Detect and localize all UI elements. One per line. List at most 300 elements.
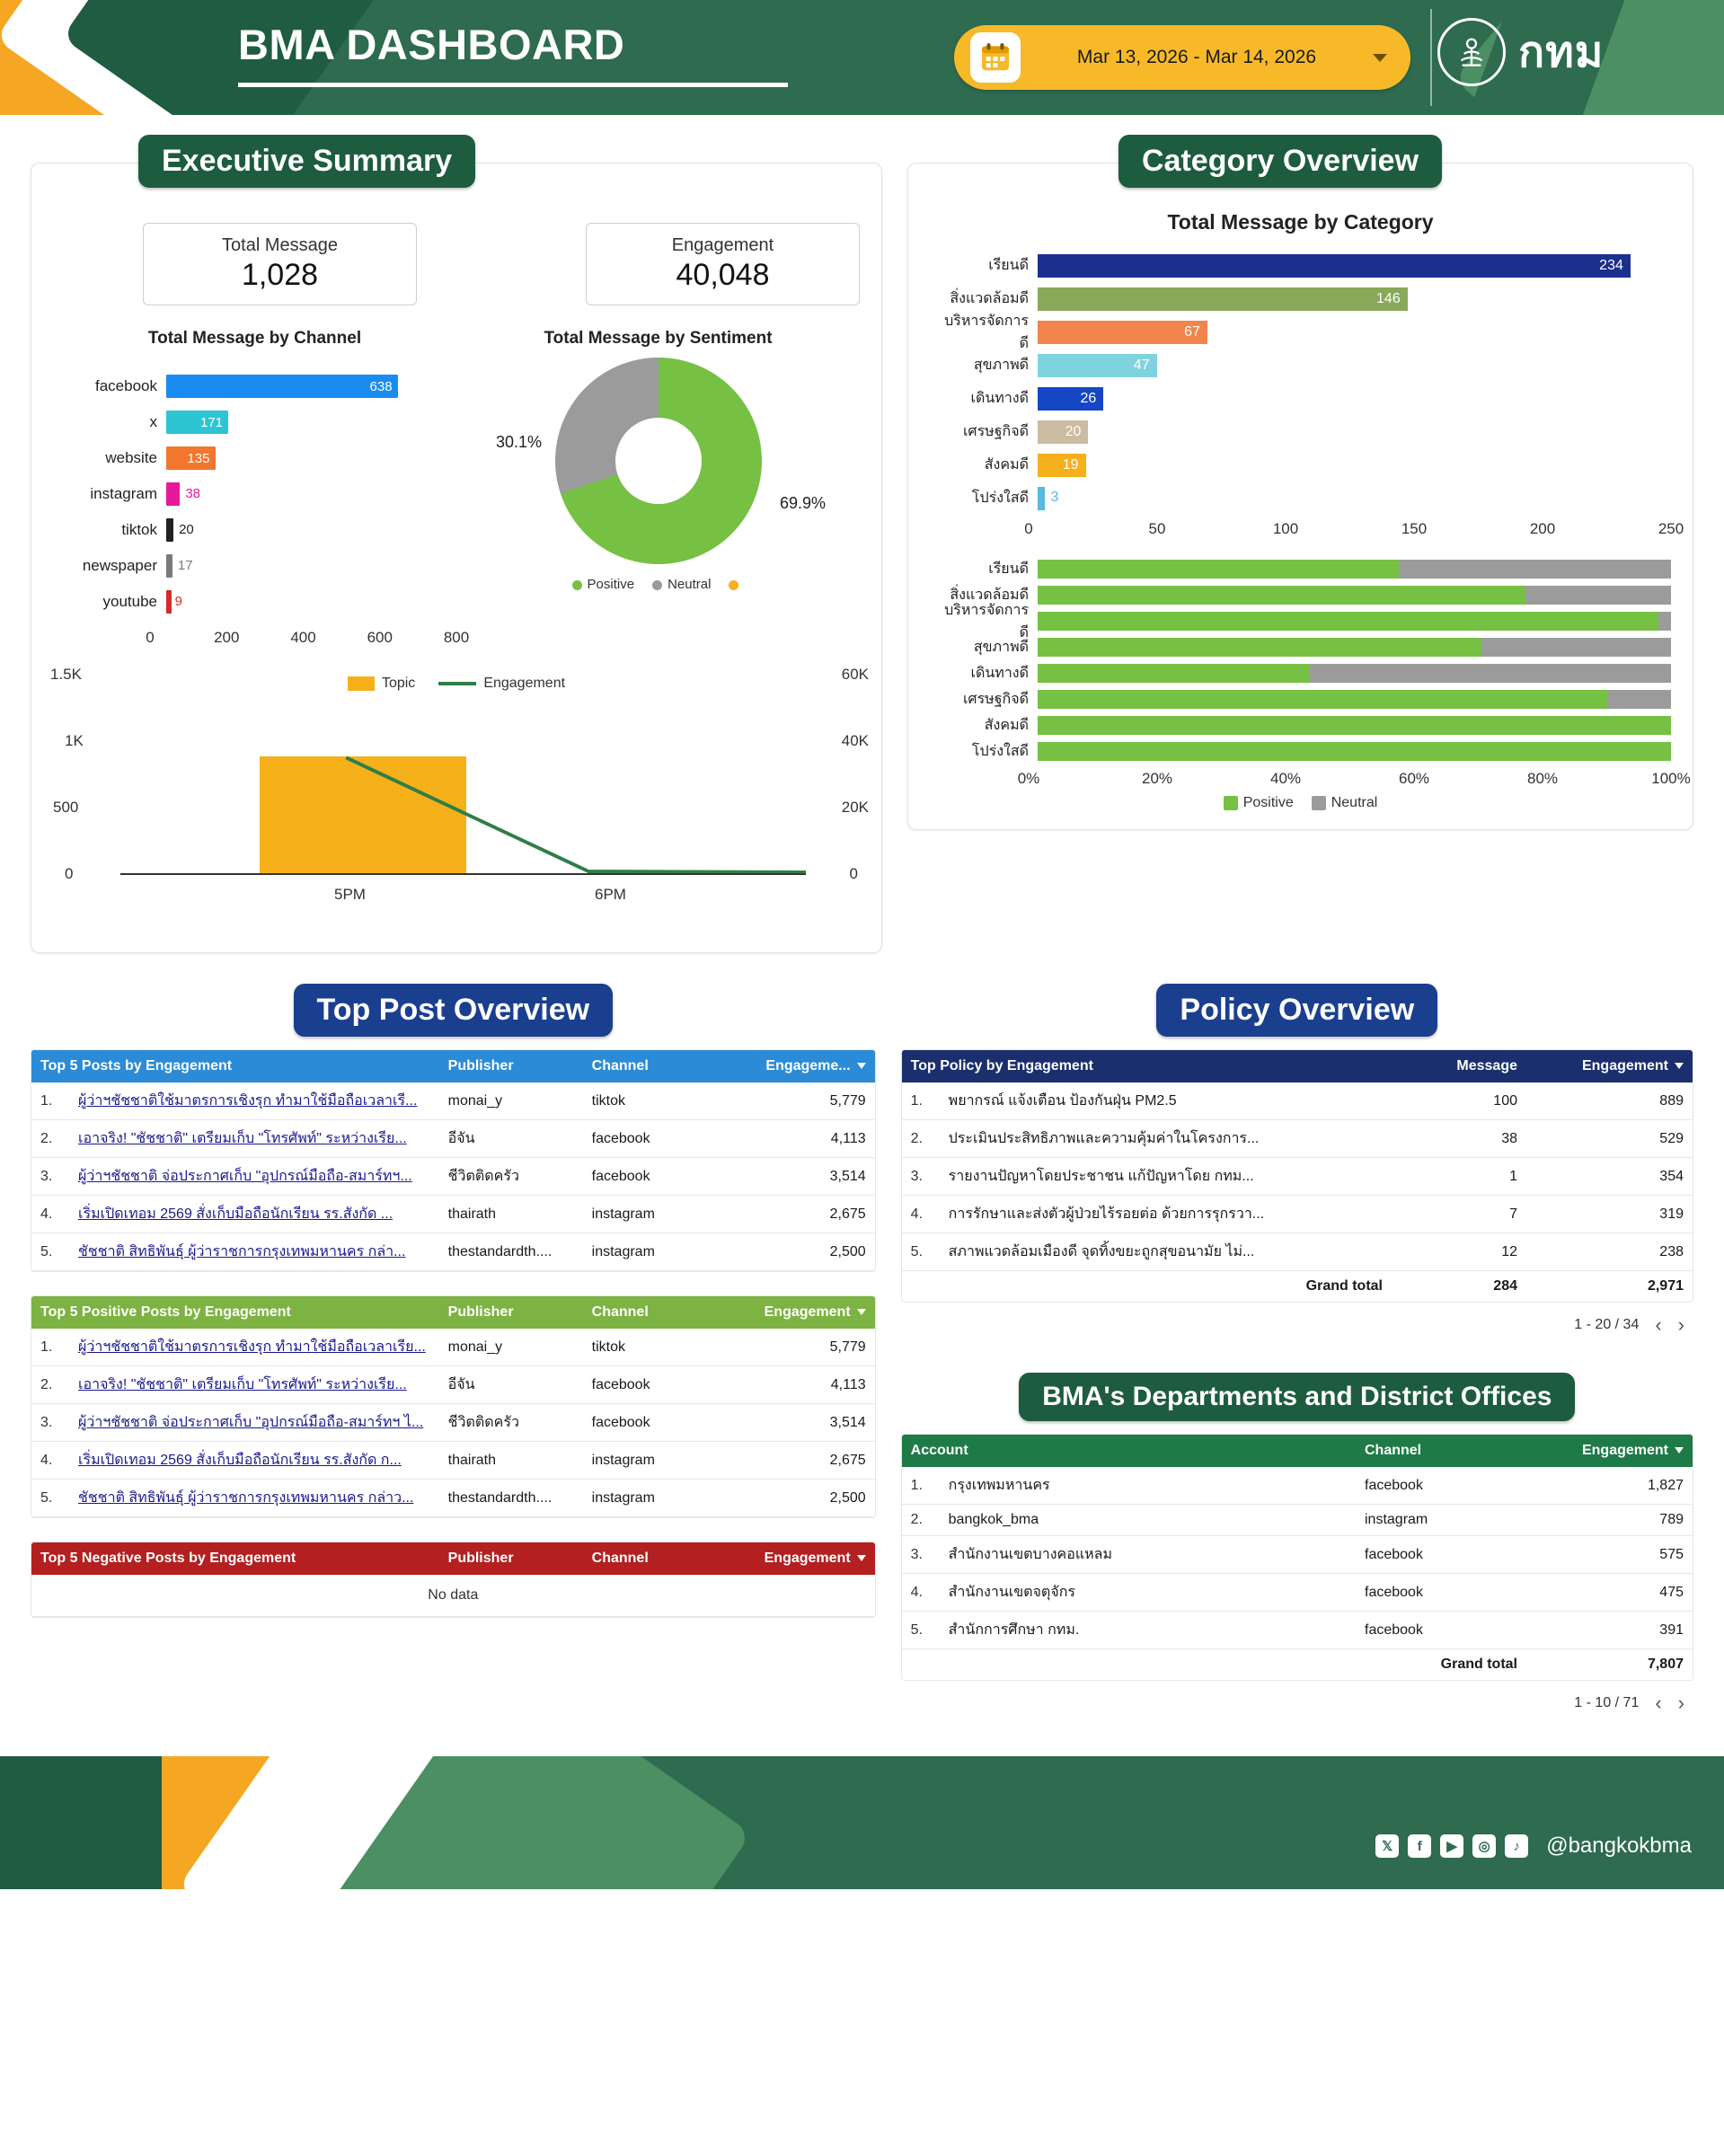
row-index: 2. bbox=[902, 1120, 940, 1158]
channel-bar bbox=[166, 518, 173, 542]
post-link[interactable]: ผู้ว่าฯชัชชาติ จ่อประกาศเก็บ "อุปกรณ์มือถือ-สมาร์ทฯ ไ... bbox=[78, 1415, 424, 1430]
channel-label: facebook bbox=[95, 377, 157, 394]
channel-bar-track bbox=[166, 482, 456, 506]
table-row[interactable] bbox=[31, 1442, 875, 1480]
policy-overview-header bbox=[901, 984, 1693, 1037]
publisher-cell: thestandardth.... bbox=[439, 1233, 583, 1271]
facebook-icon[interactable]: f bbox=[1408, 1834, 1431, 1858]
row-index: 1. bbox=[31, 1329, 69, 1366]
legend-negative bbox=[729, 577, 744, 592]
kpi-value: 1,028 bbox=[241, 258, 319, 292]
top-posts-table bbox=[31, 1049, 876, 1272]
policy-cell: รายงานปัญหาโดยประชาชน แก้ปัญหาโดย กทม... bbox=[940, 1158, 1392, 1196]
channel-label: instagram bbox=[90, 485, 157, 502]
footer-decor-darkgreen bbox=[0, 1756, 162, 1889]
header-divider bbox=[1430, 9, 1432, 106]
combo-right-tick-1: 20K bbox=[841, 799, 869, 816]
grand-total-engagement: 2,971 bbox=[1647, 1278, 1684, 1294]
policy-cell: ประเมินประสิทธิภาพและความคุ้มค่าในโครงการ... bbox=[940, 1120, 1392, 1158]
publisher-cell: thairath bbox=[439, 1442, 583, 1480]
category-label: โปร่งใสดี bbox=[971, 490, 1029, 506]
stacked-bar-track bbox=[1038, 612, 1671, 631]
stacked-axis-tick: 80% bbox=[1526, 770, 1559, 787]
category-bar: 26 bbox=[1038, 387, 1103, 411]
channel-bar: 171 bbox=[166, 411, 228, 434]
col-engagement[interactable]: Engagement bbox=[1526, 1050, 1693, 1082]
post-title-cell[interactable] bbox=[69, 1480, 439, 1517]
stacked-positive bbox=[1038, 690, 1608, 709]
sentiment-donut bbox=[456, 358, 860, 564]
channel-bar-track bbox=[166, 554, 456, 578]
channel-bar-value: 17 bbox=[177, 558, 193, 573]
next-page-icon[interactable]: › bbox=[1677, 1313, 1684, 1336]
col-account[interactable]: Account bbox=[902, 1435, 1356, 1467]
row-index: 3. bbox=[31, 1404, 69, 1442]
sort-caret-icon[interactable] bbox=[857, 1063, 866, 1069]
row-index: 4. bbox=[902, 1574, 940, 1612]
category-bar-track bbox=[1038, 321, 1671, 344]
engagement-cell: 2,675 bbox=[718, 1442, 875, 1480]
engagement-cell: 529 bbox=[1526, 1120, 1693, 1158]
post-link[interactable]: ผู้ว่าฯชัชชาติใช้มาตรการเชิงรุก ทำมาใช้มือถือเวลาเรีย... bbox=[78, 1339, 426, 1355]
top-post-overview-header bbox=[31, 984, 876, 1037]
category-bar-track bbox=[1038, 354, 1671, 377]
table-row[interactable] bbox=[31, 1120, 875, 1158]
stacked-positive bbox=[1038, 638, 1481, 657]
engagement-cell: 391 bbox=[1526, 1612, 1693, 1649]
category-bar-row bbox=[939, 448, 1671, 482]
stacked-x-axis bbox=[1017, 764, 1691, 791]
stacked-bar-row bbox=[939, 712, 1671, 738]
post-link[interactable]: เอาจริง! "ชัชชาติ" เตรียมเก็บ "โทรศัพท์" ระหว่างเรีย... bbox=[78, 1131, 407, 1146]
account-cell: bangkok_bma bbox=[940, 1505, 1356, 1536]
stacked-positive bbox=[1038, 716, 1671, 735]
stacked-bar-track bbox=[1038, 742, 1671, 761]
tiktok-icon[interactable]: ♪ bbox=[1505, 1834, 1528, 1858]
category-bar: 146 bbox=[1038, 287, 1408, 311]
stacked-bar-row bbox=[939, 582, 1671, 608]
stacked-bar-row bbox=[939, 634, 1671, 660]
table-row[interactable] bbox=[902, 1574, 1693, 1612]
category-bar-row bbox=[939, 482, 1671, 515]
stacked-neutral bbox=[1399, 560, 1671, 579]
engagement-cell: 2,500 bbox=[718, 1233, 875, 1271]
category-bar-row bbox=[939, 282, 1671, 315]
table-row[interactable] bbox=[31, 1480, 875, 1517]
engagement-cell: 354 bbox=[1526, 1158, 1693, 1196]
table-row[interactable] bbox=[902, 1158, 1693, 1196]
col-publisher[interactable]: Publisher bbox=[439, 1542, 583, 1575]
channel-bar-value: 20 bbox=[179, 522, 194, 537]
channel-label: newspaper bbox=[82, 557, 157, 574]
stacked-bar-track bbox=[1038, 586, 1671, 605]
departments-pager-text: 1 - 10 / 71 bbox=[1574, 1695, 1640, 1710]
chart-title: Total Message by Category bbox=[1167, 210, 1434, 234]
col-engagement[interactable]: Engagement bbox=[718, 1296, 875, 1329]
row-index: 5. bbox=[31, 1480, 69, 1517]
table-row[interactable] bbox=[31, 1158, 875, 1196]
channel-bar-track bbox=[166, 590, 456, 614]
publisher-cell: thestandardth.... bbox=[439, 1480, 583, 1517]
table-row[interactable] bbox=[31, 1366, 875, 1404]
channel-axis-tick: 400 bbox=[290, 629, 316, 646]
category-bar-track bbox=[1038, 487, 1671, 510]
channel-bar-value: 38 bbox=[185, 486, 201, 501]
row-index: 1. bbox=[902, 1467, 940, 1505]
prev-page-icon[interactable]: ‹ bbox=[1655, 1692, 1662, 1714]
channel-cell: facebook bbox=[1356, 1612, 1526, 1649]
publisher-cell: ชีวิตติดครัว bbox=[439, 1404, 583, 1442]
table-row[interactable] bbox=[31, 1082, 875, 1120]
table-row[interactable] bbox=[902, 1196, 1693, 1233]
chart-topic-engagement-timeline bbox=[50, 666, 869, 936]
channel-axis-tick: 0 bbox=[146, 629, 155, 646]
channel-label: youtube bbox=[102, 593, 157, 610]
stacked-bar-track bbox=[1038, 664, 1671, 683]
page-header bbox=[0, 0, 1724, 115]
stacked-axis-tick: 0% bbox=[1017, 770, 1040, 787]
col-top-policy[interactable]: Top Policy by Engagement bbox=[902, 1050, 1392, 1082]
category-bar-value: 3 bbox=[1050, 489, 1059, 505]
post-title-cell[interactable] bbox=[69, 1404, 439, 1442]
post-link[interactable]: เริ่มเปิดเทอม 2569 สั่งเก็บมือถือนักเรียน รร.สังกัด ก... bbox=[78, 1453, 402, 1468]
policy-pager-text: 1 - 20 / 34 bbox=[1574, 1317, 1640, 1332]
channel-x-axis bbox=[146, 622, 470, 652]
stacked-label: เดินทางดี bbox=[970, 666, 1029, 681]
policy-overview-title: Policy Overview bbox=[1156, 984, 1437, 1037]
category-bar: 67 bbox=[1038, 321, 1207, 344]
category-bar-row bbox=[939, 382, 1671, 415]
row-index: 2. bbox=[31, 1366, 69, 1404]
stacked-label: โปร่งใสดี bbox=[971, 744, 1029, 759]
engagement-cell: 4,113 bbox=[718, 1366, 875, 1404]
stacked-axis-tick: 100% bbox=[1651, 770, 1691, 787]
row-index: 1. bbox=[902, 1082, 940, 1120]
stacked-legend bbox=[930, 795, 1671, 811]
table-row[interactable] bbox=[902, 1233, 1693, 1271]
footer-social bbox=[1375, 1833, 1692, 1859]
category-axis-tick: 150 bbox=[1401, 520, 1428, 537]
category-bar-rows bbox=[930, 249, 1671, 515]
channel-cell: facebook bbox=[1356, 1536, 1526, 1574]
category-axis-tick: 100 bbox=[1272, 520, 1299, 537]
table-row[interactable] bbox=[31, 1196, 875, 1233]
channel-cell: facebook bbox=[583, 1404, 718, 1442]
policy-cell: พยากรณ์ แจ้งเตือน ป้องกันฝุ่น PM2.5 bbox=[940, 1082, 1392, 1120]
category-label: สังคมดี bbox=[984, 457, 1029, 473]
account-cell: สำนักงานเขตจตุจักร bbox=[940, 1574, 1356, 1612]
message-cell: 1 bbox=[1392, 1158, 1526, 1196]
stacked-label: สิ่งแวดล้อมดี bbox=[950, 588, 1029, 603]
legend-neutral: Neutral bbox=[652, 577, 711, 592]
next-page-icon[interactable]: › bbox=[1677, 1692, 1684, 1714]
channel-bar-track bbox=[166, 411, 456, 434]
combo-left-tick-3: 1.5K bbox=[50, 666, 82, 683]
stacked-bar-track bbox=[1038, 560, 1671, 579]
category-label: เดินทางดี bbox=[970, 391, 1029, 406]
kpi-label: Engagement bbox=[671, 235, 774, 255]
table-row[interactable] bbox=[902, 1082, 1693, 1120]
sort-caret-icon[interactable] bbox=[1675, 1063, 1684, 1069]
col-engagement[interactable]: Engageme... bbox=[718, 1050, 875, 1082]
stacked-positive bbox=[1038, 586, 1525, 605]
bma-seal-icon bbox=[1437, 18, 1506, 86]
col-publisher[interactable]: Publisher bbox=[439, 1050, 583, 1082]
chevron-down-icon[interactable] bbox=[1373, 54, 1387, 62]
table-row[interactable] bbox=[902, 1612, 1693, 1649]
category-bar-track bbox=[1038, 254, 1671, 278]
category-label: บริหารจัดการดี bbox=[944, 313, 1029, 351]
post-title-cell[interactable] bbox=[69, 1233, 439, 1271]
category-bar-row bbox=[939, 415, 1671, 448]
table-row[interactable] bbox=[902, 1120, 1693, 1158]
prev-page-icon[interactable]: ‹ bbox=[1655, 1313, 1662, 1336]
channel-cell: instagram bbox=[583, 1480, 718, 1517]
engagement-cell: 2,500 bbox=[718, 1480, 875, 1517]
executive-summary-title: Executive Summary bbox=[138, 135, 475, 188]
stacked-bar-row bbox=[939, 660, 1671, 686]
grand-total-label: Grand total bbox=[1440, 1657, 1517, 1672]
engagement-cell: 2,675 bbox=[718, 1196, 875, 1233]
stacked-positive bbox=[1038, 612, 1658, 631]
category-label: สิ่งแวดล้อมดี bbox=[950, 291, 1029, 306]
calendar-icon bbox=[970, 32, 1021, 83]
col-message[interactable]: Message bbox=[1392, 1050, 1526, 1082]
engagement-cell: 789 bbox=[1526, 1505, 1693, 1536]
policy-cell: สภาพแวดล้อมเมืองดี จุดทิ้งขยะถูกสุขอนามัย ไม่... bbox=[940, 1233, 1392, 1271]
grand-total-engagement: 7,807 bbox=[1647, 1657, 1684, 1672]
table-row[interactable] bbox=[31, 1329, 875, 1366]
policy-pager bbox=[901, 1303, 1693, 1340]
combo-right-tick-2: 40K bbox=[841, 732, 869, 749]
kpi-engagement bbox=[586, 223, 860, 305]
engagement-cell: 4,113 bbox=[718, 1120, 875, 1158]
donut-neutral-label: 30.1% bbox=[496, 433, 543, 451]
channel-cell: instagram bbox=[1356, 1505, 1526, 1536]
channel-bar bbox=[166, 554, 172, 578]
publisher-cell: monai_y bbox=[439, 1082, 583, 1120]
stacked-positive bbox=[1038, 664, 1310, 683]
engagement-cell: 5,779 bbox=[718, 1082, 875, 1120]
channel-axis-tick: 200 bbox=[214, 629, 240, 646]
publisher-cell: monai_y bbox=[439, 1329, 583, 1366]
account-cell: สำนักการศึกษา กทม. bbox=[940, 1612, 1356, 1649]
kpi-label: Total Message bbox=[222, 235, 338, 255]
post-link[interactable]: ชัชชาติ สิทธิพันธุ์ ผู้ว่าราชการกรุงเทพมหานคร กล่า... bbox=[78, 1244, 406, 1259]
message-cell: 7 bbox=[1392, 1196, 1526, 1233]
social-handle: @bangkokbma bbox=[1546, 1833, 1692, 1858]
stacked-neutral bbox=[1310, 664, 1671, 683]
table-row[interactable] bbox=[902, 1467, 1693, 1505]
stacked-axis-tick: 60% bbox=[1398, 770, 1430, 787]
legend-topic: Topic bbox=[348, 676, 415, 692]
category-label: เศรษฐกิจดี bbox=[962, 424, 1029, 439]
post-title-cell[interactable] bbox=[69, 1082, 439, 1120]
category-axis-tick: 0 bbox=[1024, 520, 1033, 537]
post-title-cell[interactable] bbox=[69, 1120, 439, 1158]
category-bar-track bbox=[1038, 454, 1671, 477]
page-title: BMA DASHBOARD bbox=[238, 21, 625, 68]
combo-left-tick-1: 500 bbox=[53, 799, 79, 816]
category-bar-track bbox=[1038, 287, 1671, 311]
date-range-picker[interactable] bbox=[954, 25, 1410, 90]
row-index: 2. bbox=[902, 1505, 940, 1536]
stacked-bar-row bbox=[939, 556, 1671, 582]
category-bar bbox=[1038, 487, 1045, 510]
chart-total-message-by-sentiment bbox=[456, 329, 860, 652]
category-axis-tick: 50 bbox=[1148, 520, 1166, 537]
category-bar-row bbox=[939, 315, 1671, 349]
row-index: 5. bbox=[31, 1233, 69, 1271]
policy-table bbox=[901, 1049, 1693, 1303]
legend-neutral: Neutral bbox=[1312, 795, 1378, 811]
col-publisher[interactable]: Publisher bbox=[439, 1296, 583, 1329]
sort-caret-icon[interactable] bbox=[857, 1309, 866, 1315]
channel-bar: 638 bbox=[166, 375, 398, 398]
publisher-cell: อีจัน bbox=[439, 1366, 583, 1404]
channel-axis-tick: 600 bbox=[367, 629, 393, 646]
sentiment-legend bbox=[456, 577, 860, 592]
legend-positive: Positive bbox=[572, 577, 635, 592]
row-index: 5. bbox=[902, 1233, 940, 1271]
channel-bar-track bbox=[166, 518, 456, 542]
category-overview-panel bbox=[907, 163, 1693, 830]
channel-bar: 135 bbox=[166, 446, 216, 470]
engagement-cell: 575 bbox=[1526, 1536, 1693, 1574]
engagement-cell: 319 bbox=[1526, 1196, 1693, 1233]
stacked-label: สุขภาพดี bbox=[973, 640, 1029, 655]
top-positive-posts-table bbox=[31, 1295, 876, 1518]
category-label: เรียนดี bbox=[988, 258, 1029, 273]
channel-bar-row bbox=[69, 584, 456, 620]
post-link[interactable]: เอาจริง! "ชัชชาติ" เตรียมเก็บ "โทรศัพท์" ระหว่างเรีย... bbox=[78, 1377, 407, 1392]
post-link[interactable]: ผู้ว่าฯชัชชาติ จ่อประกาศเก็บ "อุปกรณ์มือถือ-สมาร์ทฯ... bbox=[78, 1169, 412, 1184]
category-overview-title: Category Overview bbox=[1118, 135, 1442, 188]
table-row[interactable] bbox=[31, 1233, 875, 1271]
message-cell: 100 bbox=[1392, 1082, 1526, 1120]
table-row[interactable] bbox=[902, 1536, 1693, 1574]
post-title-cell[interactable] bbox=[69, 1158, 439, 1196]
channel-bar-track bbox=[166, 375, 456, 398]
col-channel[interactable]: Channel bbox=[583, 1542, 718, 1575]
post-link[interactable]: ชัชชาติ สิทธิพันธุ์ ผู้ว่าราชการกรุงเทพมหานคร กล่าว... bbox=[78, 1490, 414, 1506]
row-index: 2. bbox=[31, 1120, 69, 1158]
post-link[interactable]: เริ่มเปิดเทอม 2569 สั่งเก็บมือถือนักเรียน รร.สังกัด ... bbox=[78, 1206, 393, 1222]
col-engagement[interactable]: Engagement bbox=[718, 1542, 875, 1575]
col-channel[interactable]: Channel bbox=[583, 1296, 718, 1329]
instagram-icon[interactable]: ◎ bbox=[1472, 1834, 1496, 1858]
donut-positive-label: 69.9% bbox=[779, 494, 826, 512]
channel-bar-track bbox=[166, 446, 456, 470]
category-bar: 20 bbox=[1038, 420, 1088, 444]
stacked-label: สังคมดี bbox=[984, 718, 1029, 733]
executive-summary-panel bbox=[31, 163, 882, 953]
stacked-label: เรียนดี bbox=[988, 561, 1029, 577]
policy-cell: การรักษาและส่งตัวผู้ป่วยไร้รอยต่อ ด้วยการรุกรวา... bbox=[940, 1196, 1392, 1233]
category-bar-row bbox=[939, 249, 1671, 282]
engagement-cell: 3,514 bbox=[718, 1404, 875, 1442]
account-cell: กรุงเทพมหานคร bbox=[940, 1467, 1356, 1505]
chart-title: Total Message by Sentiment bbox=[544, 329, 773, 348]
channel-bar-row bbox=[69, 512, 456, 548]
sort-caret-icon[interactable] bbox=[1675, 1447, 1684, 1454]
sort-caret-icon[interactable] bbox=[857, 1555, 866, 1561]
col-top-posts[interactable]: Top 5 Posts by Engagement bbox=[31, 1050, 439, 1082]
col-top-negative-posts[interactable]: Top 5 Negative Posts by Engagement bbox=[31, 1542, 439, 1575]
stacked-axis-tick: 20% bbox=[1141, 770, 1173, 787]
account-cell: สำนักงานเขตบางคอแหลม bbox=[940, 1536, 1356, 1574]
donut-ring bbox=[555, 358, 762, 564]
row-index: 4. bbox=[31, 1442, 69, 1480]
post-title-cell[interactable] bbox=[69, 1442, 439, 1480]
stacked-positive bbox=[1038, 742, 1671, 761]
departments-pager bbox=[901, 1681, 1693, 1719]
channel-label: x bbox=[149, 413, 157, 430]
message-cell: 12 bbox=[1392, 1233, 1526, 1271]
category-bar: 47 bbox=[1038, 354, 1157, 377]
col-engagement[interactable]: Engagement bbox=[1526, 1435, 1693, 1467]
combo-right-tick-3: 60K bbox=[841, 666, 869, 683]
post-title-cell[interactable] bbox=[69, 1366, 439, 1404]
channel-cell: instagram bbox=[583, 1196, 718, 1233]
channel-bar-row bbox=[69, 368, 456, 404]
x-icon[interactable]: 𝕏 bbox=[1375, 1834, 1399, 1858]
stacked-axis-tick: 40% bbox=[1269, 770, 1302, 787]
channel-label: tiktok bbox=[121, 521, 157, 538]
combo-legend bbox=[53, 676, 860, 692]
combo-left-tick-2: 1K bbox=[65, 732, 84, 749]
stacked-bar-row bbox=[939, 738, 1671, 764]
top-post-overview-title: Top Post Overview bbox=[294, 984, 614, 1037]
col-top-positive-posts[interactable]: Top 5 Positive Posts by Engagement bbox=[31, 1296, 439, 1329]
post-title-cell[interactable] bbox=[69, 1329, 439, 1366]
combo-right-tick-0: 0 bbox=[849, 865, 858, 882]
channel-cell: instagram bbox=[583, 1233, 718, 1271]
post-link[interactable]: ผู้ว่าฯชัชชาติใช้มาตรการเชิงรุก ทำมาใช้มือถือเวลาเรี... bbox=[78, 1093, 418, 1109]
channel-cell: facebook bbox=[583, 1366, 718, 1404]
row-index: 5. bbox=[902, 1612, 940, 1649]
bma-logo bbox=[1437, 18, 1604, 86]
table-row[interactable] bbox=[902, 1505, 1693, 1536]
table-row[interactable] bbox=[31, 1404, 875, 1442]
post-title-cell[interactable] bbox=[69, 1196, 439, 1233]
sentiment-stacked-rows bbox=[930, 556, 1671, 764]
row-index: 1. bbox=[31, 1082, 69, 1120]
stacked-bar-track bbox=[1038, 716, 1671, 735]
channel-cell: instagram bbox=[583, 1442, 718, 1480]
bma-logo-text: กทม bbox=[1518, 29, 1605, 76]
youtube-icon[interactable]: ▶ bbox=[1440, 1834, 1463, 1858]
stacked-neutral bbox=[1525, 586, 1671, 605]
publisher-cell: thairath bbox=[439, 1196, 583, 1233]
col-channel[interactable]: Channel bbox=[1356, 1435, 1526, 1467]
stacked-bar-track bbox=[1038, 690, 1671, 709]
channel-cell: facebook bbox=[583, 1120, 718, 1158]
stacked-neutral bbox=[1608, 690, 1672, 709]
engagement-cell: 238 bbox=[1526, 1233, 1693, 1271]
chart-total-message-by-channel bbox=[53, 329, 470, 652]
category-axis-tick: 200 bbox=[1529, 520, 1556, 537]
col-channel[interactable]: Channel bbox=[583, 1050, 718, 1082]
chart-title: Total Message by Channel bbox=[147, 329, 362, 348]
category-bar: 234 bbox=[1038, 254, 1631, 278]
category-axis-tick: 250 bbox=[1658, 520, 1684, 537]
combo-x-tick-0: 5PM bbox=[334, 886, 366, 903]
engagement-cell: 1,827 bbox=[1526, 1467, 1693, 1505]
category-bar: 19 bbox=[1038, 454, 1086, 477]
legend-positive: Positive bbox=[1224, 795, 1294, 811]
channel-cell: tiktok bbox=[583, 1329, 718, 1366]
